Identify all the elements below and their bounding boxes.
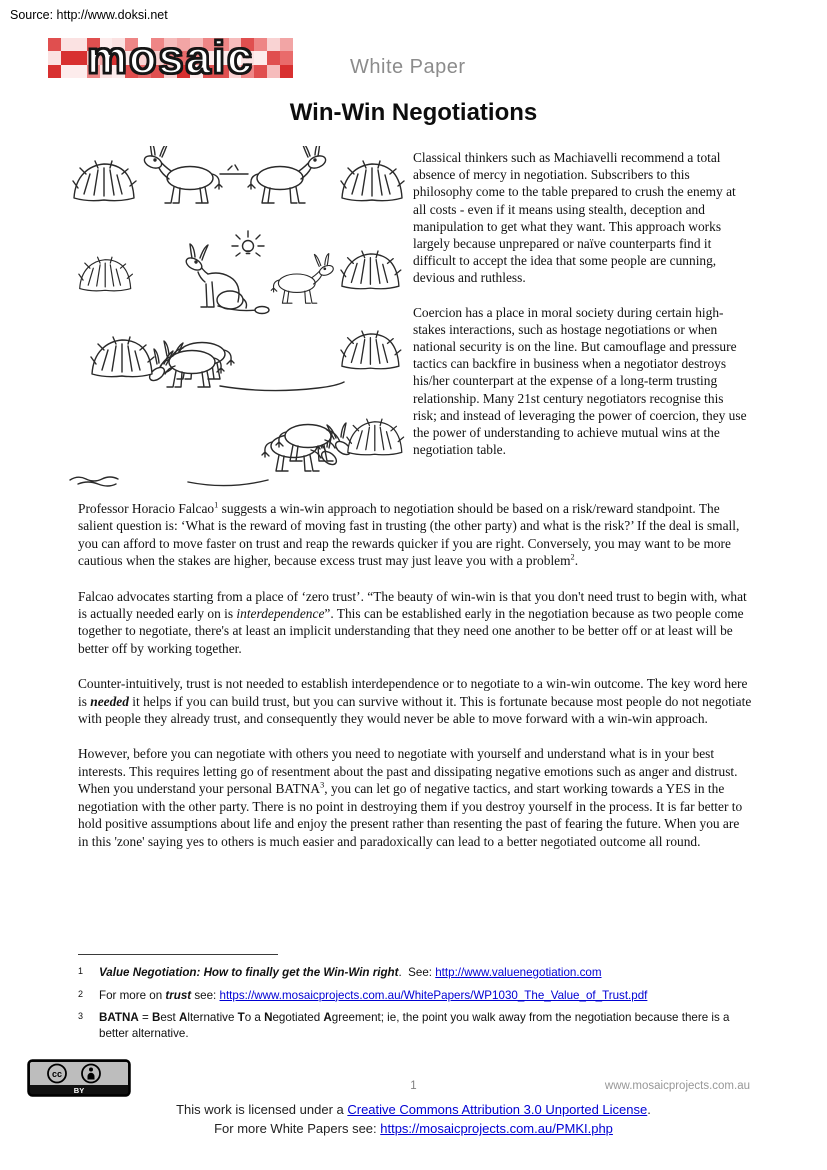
rope-loop xyxy=(255,307,269,314)
footnote-divider xyxy=(78,954,278,955)
footnote xyxy=(78,965,754,981)
page-number: 1 xyxy=(410,1080,417,1092)
license-line: This work is licensed under a Creative Commons Attribution 3.0 Unported License. xyxy=(176,1102,651,1117)
grass xyxy=(70,477,118,486)
panel-pulling-apart xyxy=(73,146,404,203)
svg-text:cc: cc xyxy=(51,1069,63,1079)
site-url: www.mosaicprojects.com.au xyxy=(604,1080,750,1092)
doc-type-label: White Paper xyxy=(350,56,466,78)
donkey-cooperation-cartoon xyxy=(68,146,408,494)
mosaic-logo xyxy=(48,32,293,83)
hay-pile xyxy=(91,337,154,377)
lightbulb-icon xyxy=(232,231,264,256)
page-title: Win-Win Negotiations xyxy=(289,99,538,126)
link[interactable]: https://www.mosaicprojects.com.au/WhitePapers/WP1030_The_Value_of_Trust.pdf xyxy=(219,988,648,1002)
donkey xyxy=(184,244,246,309)
paragraph: Counter-intuitively, trust is not needed to establish interdependence or to negotiate to a win-win outcome. The key word here is needed it helps if you can build trust, but you can survive without it. This is fortunate because most people do not negotiate with people they already trust, and consequently they would never be able to move forward with a win-win approach. xyxy=(78,676,752,727)
footnotes-section xyxy=(78,954,754,1048)
link[interactable]: https://mosaicprojects.com.au/PMKI.php xyxy=(380,1121,613,1136)
hay-pile xyxy=(341,161,404,201)
cc-by-label: BY xyxy=(73,1086,85,1095)
donkey xyxy=(248,146,327,203)
footnote xyxy=(78,988,754,1004)
footnote-text: Value Negotiation: How to finally get the Win-Win right. See: http://www.valuenegotiation.com xyxy=(99,966,602,979)
rope xyxy=(220,382,344,391)
paragraph: Professor Horacio Falcao$^1$ suggests a win-win approach to negotiation should be based on a risk/reward standpoint. The salient question is: ‘What is the reward of moving fast in trusting (the other party) and what is the risk?’ If the deal is small, you can afford to move faster on trust and reap the rewards quicker if you are right. Conversely, you may want to be more cautious when the stakes are higher, because excess trust may just leave you with a problem$^2$. xyxy=(78,500,740,569)
footnote-number: 3 xyxy=(78,1011,84,1021)
hay-pile xyxy=(347,419,404,455)
mosaic-logo-text: mosaic xyxy=(86,32,255,83)
link[interactable]: http://www.valuenegotiation.com xyxy=(435,966,602,979)
footnote-text: For more on trust see: https://www.mosaicprojects.com.au/WhitePapers/WP1030_The_Value_of_Trust.pdf xyxy=(99,988,648,1002)
footnote-number: 2 xyxy=(78,988,84,999)
source-line: Source: http://www.doksi.net xyxy=(10,8,168,22)
panel-eating-right xyxy=(70,419,404,486)
footnote-text: BATNA = Best Alternative To a Negotiated Agreement; ie, the point you walk away from the negotiation because there is a better alternative. xyxy=(99,1011,730,1040)
panel-eating-left xyxy=(91,331,401,391)
hay-pile xyxy=(341,331,401,369)
link[interactable]: Creative Commons Attribution 3.0 Unported License xyxy=(347,1102,648,1117)
donkey xyxy=(271,254,335,304)
hay-pile xyxy=(79,257,133,291)
intro-paragraphs xyxy=(413,149,748,475)
panel-idea xyxy=(79,231,401,314)
paragraph: Coercion has a place in moral society during certain high-stakes interactions, such as hostage negotiations or when national security is on the line. But camouflage and pressure tactics can backfire in business when a negotiator destroys his/her counterpart at the expense of a long-term trusting relationship. Many 21st century negotiators recognise this risk; and instead of leveraging the power of coercion, they use the power of understanding to achieve mutual wins at the negotiation table. xyxy=(413,304,747,458)
rope xyxy=(220,165,248,174)
hay-pile xyxy=(73,161,136,201)
footnote-list xyxy=(78,965,754,1041)
hay-pile xyxy=(341,251,401,289)
paragraph: Falcao advocates starting from a place of ‘zero trust’. “The beauty of win-win is that you don't need trust to begin with, what is actually needed early on is interdependence”. This can be established early in the negotiation because as two people come together to negotiate, there's at least an implicit understanding that they need one another to be better off or at least will be better off by working together. xyxy=(78,588,747,656)
rope xyxy=(188,480,268,486)
more-papers-line: For more White Papers see: https://mosaicprojects.com.au/PMKI.php xyxy=(214,1121,613,1136)
paragraph: However, before you can negotiate with others you need to negotiate with yourself and understand what is in your best interests. This requires letting go of resentment about the past and dissipating negative emotions such as anger and distrust. When you understand your personal BATNA$^3$, you can let go of negative tactics, and start working towards a YES in the negotiation with the other party. There is no point in destroying them if you destroy yourself in the process. It is far better to hold positive assumptions about life and enjoy the present rather than resenting the past of fearing the future. When you are in this 'zone' saying yes to others is much easier and paradoxically can lead to a better negotiated outcome all round. xyxy=(78,746,743,849)
body-paragraphs xyxy=(78,500,752,868)
paragraph: Classical thinkers such as Machiavelli recommend a total absence of mercy in negotiation. Subscribers to this philosophy come to the table prepared to crush the enemy at all costs - even if it means using stealth, deception and manipulation to get what they want. This approach works largely because unprepared or naïve counterparts find it difficult to accept the idea that some people are cunning, devious and ruthless. xyxy=(413,150,736,286)
footnote xyxy=(78,1010,754,1041)
donkey xyxy=(143,146,222,203)
footnote-number: 1 xyxy=(78,966,84,976)
